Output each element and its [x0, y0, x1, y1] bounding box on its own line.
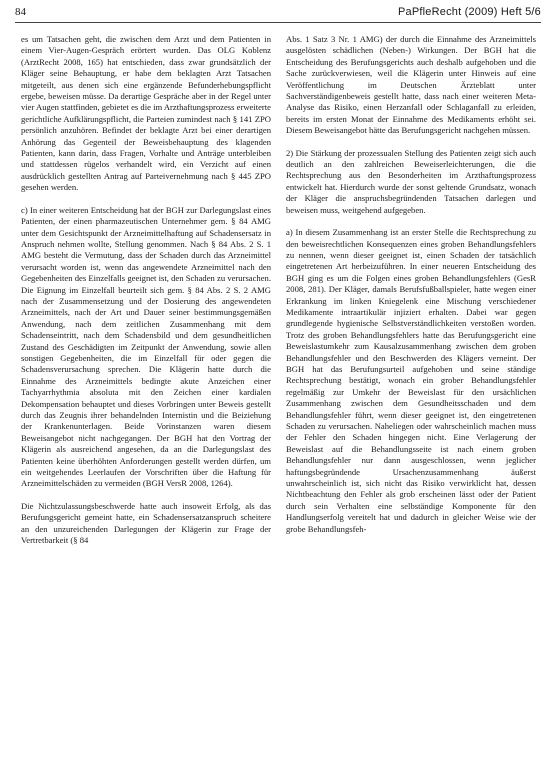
- page-number: 84: [15, 6, 26, 18]
- paragraph: c) In einer weiteren Entscheidung hat der BGH zur Darlegungslast eines Patienten, der einen pharmazeutischen Unternehmer gem. § 84 AMG unter dem Gesichtspunkt der Arzneimittelhaftung auf Schadensersatz in Anspruch nehmen wollte, Stellung genommen. Nach § 84 Abs. 2 S. 1 AMG besteht die Vermutung, dass der Schaden durch das Arzneimittel verursacht worden ist, wenn das angewendete Arzneimittel nach den Gegebenheiten des Einzelfalls geeignet ist, den Schaden zu verursachen. Die Eignung im Einzelfall beurteilt sich gem. § 84 Abs. 2 S. 2 AMG nach der Zusammensetzung und der Dosierung des angewendeten Arzneimittels, nach der Art und Dauer seiner bestimmungsgemäßen Anwendung, nach dem zeitlichen Zusammenhang mit dem Schadenseintritt, nach dem Schadensbild und dem gesundheitlichen Zustand des Geschädigten im Zeitpunkt der Anwendung, sowie allen sonstigen Gegebenheiten, die im Einzelfall für oder gegen die Schadensverursachung sprechen. Die Klägerin hatte durch die Einnahme des Arzneimittels bedingte akute Anzeichen einer Tachyarrhythmia absoluta mit den Zeichen einer kardialen Dekompensation behauptet und dieses Vorbringen unter Beweis gestellt durch das Zeugnis ihrer behandelnden Internistin und die Beiziehung der Krankenunterlagen. Beide Vorinstanzen waren diesem Beweisangebot nicht nachgegangen. Der BGH hat den Vortrag der Klägerin als ausreichend angesehen, da an die Darlegungslast des Patienten keine überhöhten Anforderungen gestellt werden dürfen, um ein weitgehendes Leerlaufen der Vorschriften über die Haftung für Arzneimittelschäden zu vermeiden (BGH VersR 2008, 1264).: [21, 204, 271, 489]
- paragraph: Abs. 1 Satz 3 Nr. 1 AMG) der durch die Einnahme des Arzneimittels ausgelösten schädlichen (Neben-) Wirkungen. Der BGH hat die Entscheidung des Berufungsgerichts auch deshalb aufgehoben und die Sache zurückverwiesen, weil die Klägerin unter Hinweis auf eine Veröffentlichung im Deutschen Ärzteblatt unter Sachverständigenbeweis gestellt hatte, dass nach einer weiteren Meta-Analyse das Risiko, einen Herzanfall oder Schlaganfall zu erleiden, bereits im ersten Monat der Einnahme des Medikaments erhöht sei. Diesem Beweisangebot hätte das Berufungsgericht nachgehen müssen.: [286, 34, 536, 136]
- paragraph: es um Tatsachen geht, die zwischen dem Arzt und dem Patienten in einem Vier-Augen-Gespräch erörtert wurden. Das OLG Koblenz (ArztRecht 2008, 165) hat entschieden, dass zwar grundsätzlich der Kläger seine Behauptung, er habe dem beklagten Arzt Tatsachen mitgeteilt, aus denen sich eine ergänzende Befunderhebungspflicht ergebe, beweisen müsse. Da derartige Gespräche aber in der Regel unter vier Augen stattfinden, gebietet es die im Arzthaftungsprozess erweiterte gerichtliche Aufklärungspflicht, die Parteien zumindest nach § 141 ZPO persönlich anzuhören. Befindet der beklagte Arzt bei einer derartigen Anhörung das Gegenteil der Beweisbehauptung des klagenden Patienten, kann darin, dass Fragen, Vorhalte und Anträge unterbleiben und stattdessen rügelos verhandelt wird, ein Verzicht auf einen ausdrücklich gestellten Antrag auf Parteivernehmung nach § 445 ZPO gesehen werden.: [21, 34, 271, 193]
- left-column: [21, 34, 271, 557]
- paragraph: a) In diesem Zusammenhang ist an erster Stelle die Rechtsprechung zu den beweisrechtlichen Konsequenzen eines groben Behandlungsfehlers zu nennen, wenn dieser geeignet ist, einen Schaden der tatsächlich eingetretenen Art herbeizuführen. In einer neueren Entscheidung des BGH ging es um die Folgen eines groben Behandlungsfehlers (GesR 2008, 281). Der Kläger, damals Berufsfußballspieler, hatte wegen einer Erkrankung im linken Kniegelenk eine Mischung verschiedener Medikamente intraartikulär injiziert erhalten. Dabei war gegen grundlegende hygienische Selbstverständlichkeiten verstoßen worden. Trotz des groben Behandlungsfehlers hatte das Berufungsgericht eine Beweislastumkehr zum Kausalzusammenhang zwischen dem groben Behandlungsfehler und den Beschwerden des Klägers verneint. Der BGH hat das Berufungsurteil aufgehoben und seine ständige Rechtsprechung bestätigt, wonach ein grober Behandlungsfehler regelmäßig zur Umkehr der Beweislast für den ursächlichen Zusammenhang zwischen dem Gesundheitsschaden und dem Behandlungsfehler führt, wenn dieser geeignet ist, den eingetretenen Schaden zu verursachen. Naheliegen oder wahrscheinlich machen muss der Fehler den Schaden hingegen nicht. Eine Verlagerung der Beweislast auf die Behandlungsseite ist nach einem groben Behandlungsfehler nur dann ausgeschlossen, wenn jeglicher haftungsbegründende Ursachenzusammenhang äußerst unwahrscheinlich ist, sich nicht das Risiko verwirklicht hat, dessen Nichtbeachtung den Fehler als grob erscheinen lässt oder der Patient durch sein Verhalten eine selbständige Komponente für den Handlungserfolg vereitelt hat und dadurch in gleicher Weise wie der grobe Behandlungsfeh-: [286, 227, 536, 534]
- right-column: [286, 34, 536, 546]
- journal-running-head: PaPfleRecht (2009) Heft 5/6: [398, 6, 541, 18]
- header-rule: [15, 22, 541, 23]
- paragraph: 2) Die Stärkung der prozessualen Stellung des Patienten zeigt sich auch deutlich an den zahlreichen Beweiserleichterungen, die die Rechtsprechung aus den Besonderheiten im Arzthaftungsprozess entwickelt hat. Hierdurch wurde der sonst geltende Grundsatz, wonach der Kläger die anspruchsbegründenden Tatsachen darlegen und beweisen muss, weitgehend aufgegeben.: [286, 147, 536, 215]
- paragraph: Die Nichtzulassungsbeschwerde hatte auch insoweit Erfolg, als das Berufungsgericht gemeint hatte, ein Schadensersatzanspruch scheitere an den unzureichenden Darlegungen der Klägerin zur Frage der Vertretbarkeit (§ 84: [21, 500, 271, 546]
